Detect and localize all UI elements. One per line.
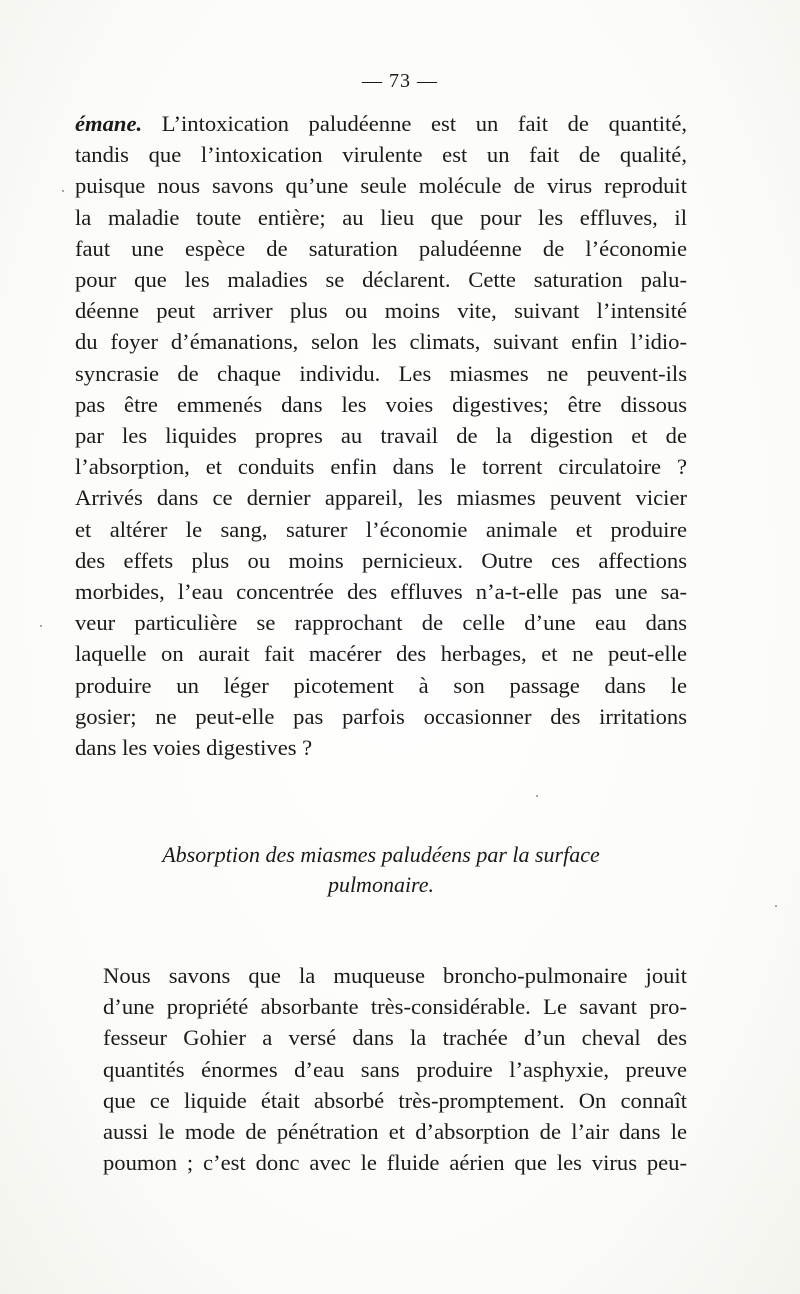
text-line: poumon ; c’est donc avec le fluide aérien que les virus peu- bbox=[103, 1150, 687, 1176]
text-line: par les liquides propres au travail de la digestion et de bbox=[75, 423, 687, 449]
text-line: Nous savons que la muqueuse broncho-pulmonaire jouit bbox=[103, 963, 687, 988]
text-line: Arrivés dans ce dernier appareil, les miasmes peuvent vicier bbox=[75, 485, 687, 511]
paper-speck bbox=[62, 190, 64, 192]
text-line: syncrasie de chaque individu. Les miasmes ne peuvent-ils bbox=[75, 360, 687, 386]
text-line: faut une espèce de saturation paludéenne de l’économie bbox=[75, 235, 687, 261]
text-line: que ce liquide était absorbé très-promptement. On connaît bbox=[103, 1087, 687, 1113]
text-line: tandis que l’intoxication virulente est un fait de qualité, bbox=[75, 142, 687, 168]
text-line: pour que les maladies se déclarent. Cette saturation palu- bbox=[75, 267, 687, 293]
section-heading-line: pulmonaire. bbox=[327, 872, 435, 897]
text-line: déenne peut arriver plus ou moins vite, suivant l’intensité bbox=[75, 298, 687, 324]
paper-speck bbox=[775, 905, 777, 907]
text-line-content: L’intoxication paludéenne est un fait de quantité, bbox=[161, 111, 687, 136]
text-line bbox=[75, 108, 687, 139]
text-line: aussi le mode de pénétration et d’absorption de l’air dans le bbox=[103, 1119, 687, 1145]
text-line: veur particulière se rapprochant de celle d’une eau dans bbox=[75, 610, 687, 636]
text-line: la maladie toute entière; au lieu que pour les effluves, il bbox=[75, 204, 687, 230]
text-line: puisque nous savons qu’une seule molécule de virus reproduit bbox=[75, 173, 687, 199]
text-line: dans les voies digestives ? bbox=[75, 735, 313, 761]
page-number: — 73 — bbox=[362, 70, 438, 92]
section-heading-line: Absorption des miasmes paludéens par la surface bbox=[162, 842, 600, 867]
text-line: morbides, l’eau concentrée des effluves n’a-t-elle pas une sa- bbox=[75, 579, 687, 605]
paragraph-absorption bbox=[75, 960, 687, 1178]
text-line: gosier; ne peut-elle pas parfois occasionner des irritations bbox=[75, 703, 687, 729]
paragraph-intoxication bbox=[75, 108, 687, 763]
text-line: quantités énormes d’eau sans produire l’asphyxie, preuve bbox=[103, 1056, 687, 1082]
text-line: et altérer le sang, saturer l’économie animale et produire bbox=[75, 516, 687, 542]
paper-speck bbox=[40, 625, 42, 627]
paper-speck bbox=[536, 795, 538, 797]
lead-word: émane. bbox=[75, 111, 143, 136]
text-line: d’une propriété absorbante très-considérable. Le savant pro- bbox=[103, 994, 687, 1020]
section-heading bbox=[75, 840, 687, 900]
text-line: laquelle on aurait fait macérer des herbages, et ne peut-elle bbox=[75, 641, 687, 667]
text-line: fesseur Gohier a versé dans la trachée d’un cheval des bbox=[103, 1025, 687, 1051]
text-line: des effets plus ou moins pernicieux. Outre ces affections bbox=[75, 547, 687, 573]
text-line: l’absorption, et conduits enfin dans le torrent circulatoire ? bbox=[75, 454, 687, 480]
text-line: produire un léger picotement à son passage dans le bbox=[75, 672, 687, 698]
text-line: pas être emmenés dans les voies digestives; être dissous bbox=[75, 391, 687, 417]
text-line: du foyer d’émanations, selon les climats, suivant enfin l’idio- bbox=[75, 329, 687, 355]
